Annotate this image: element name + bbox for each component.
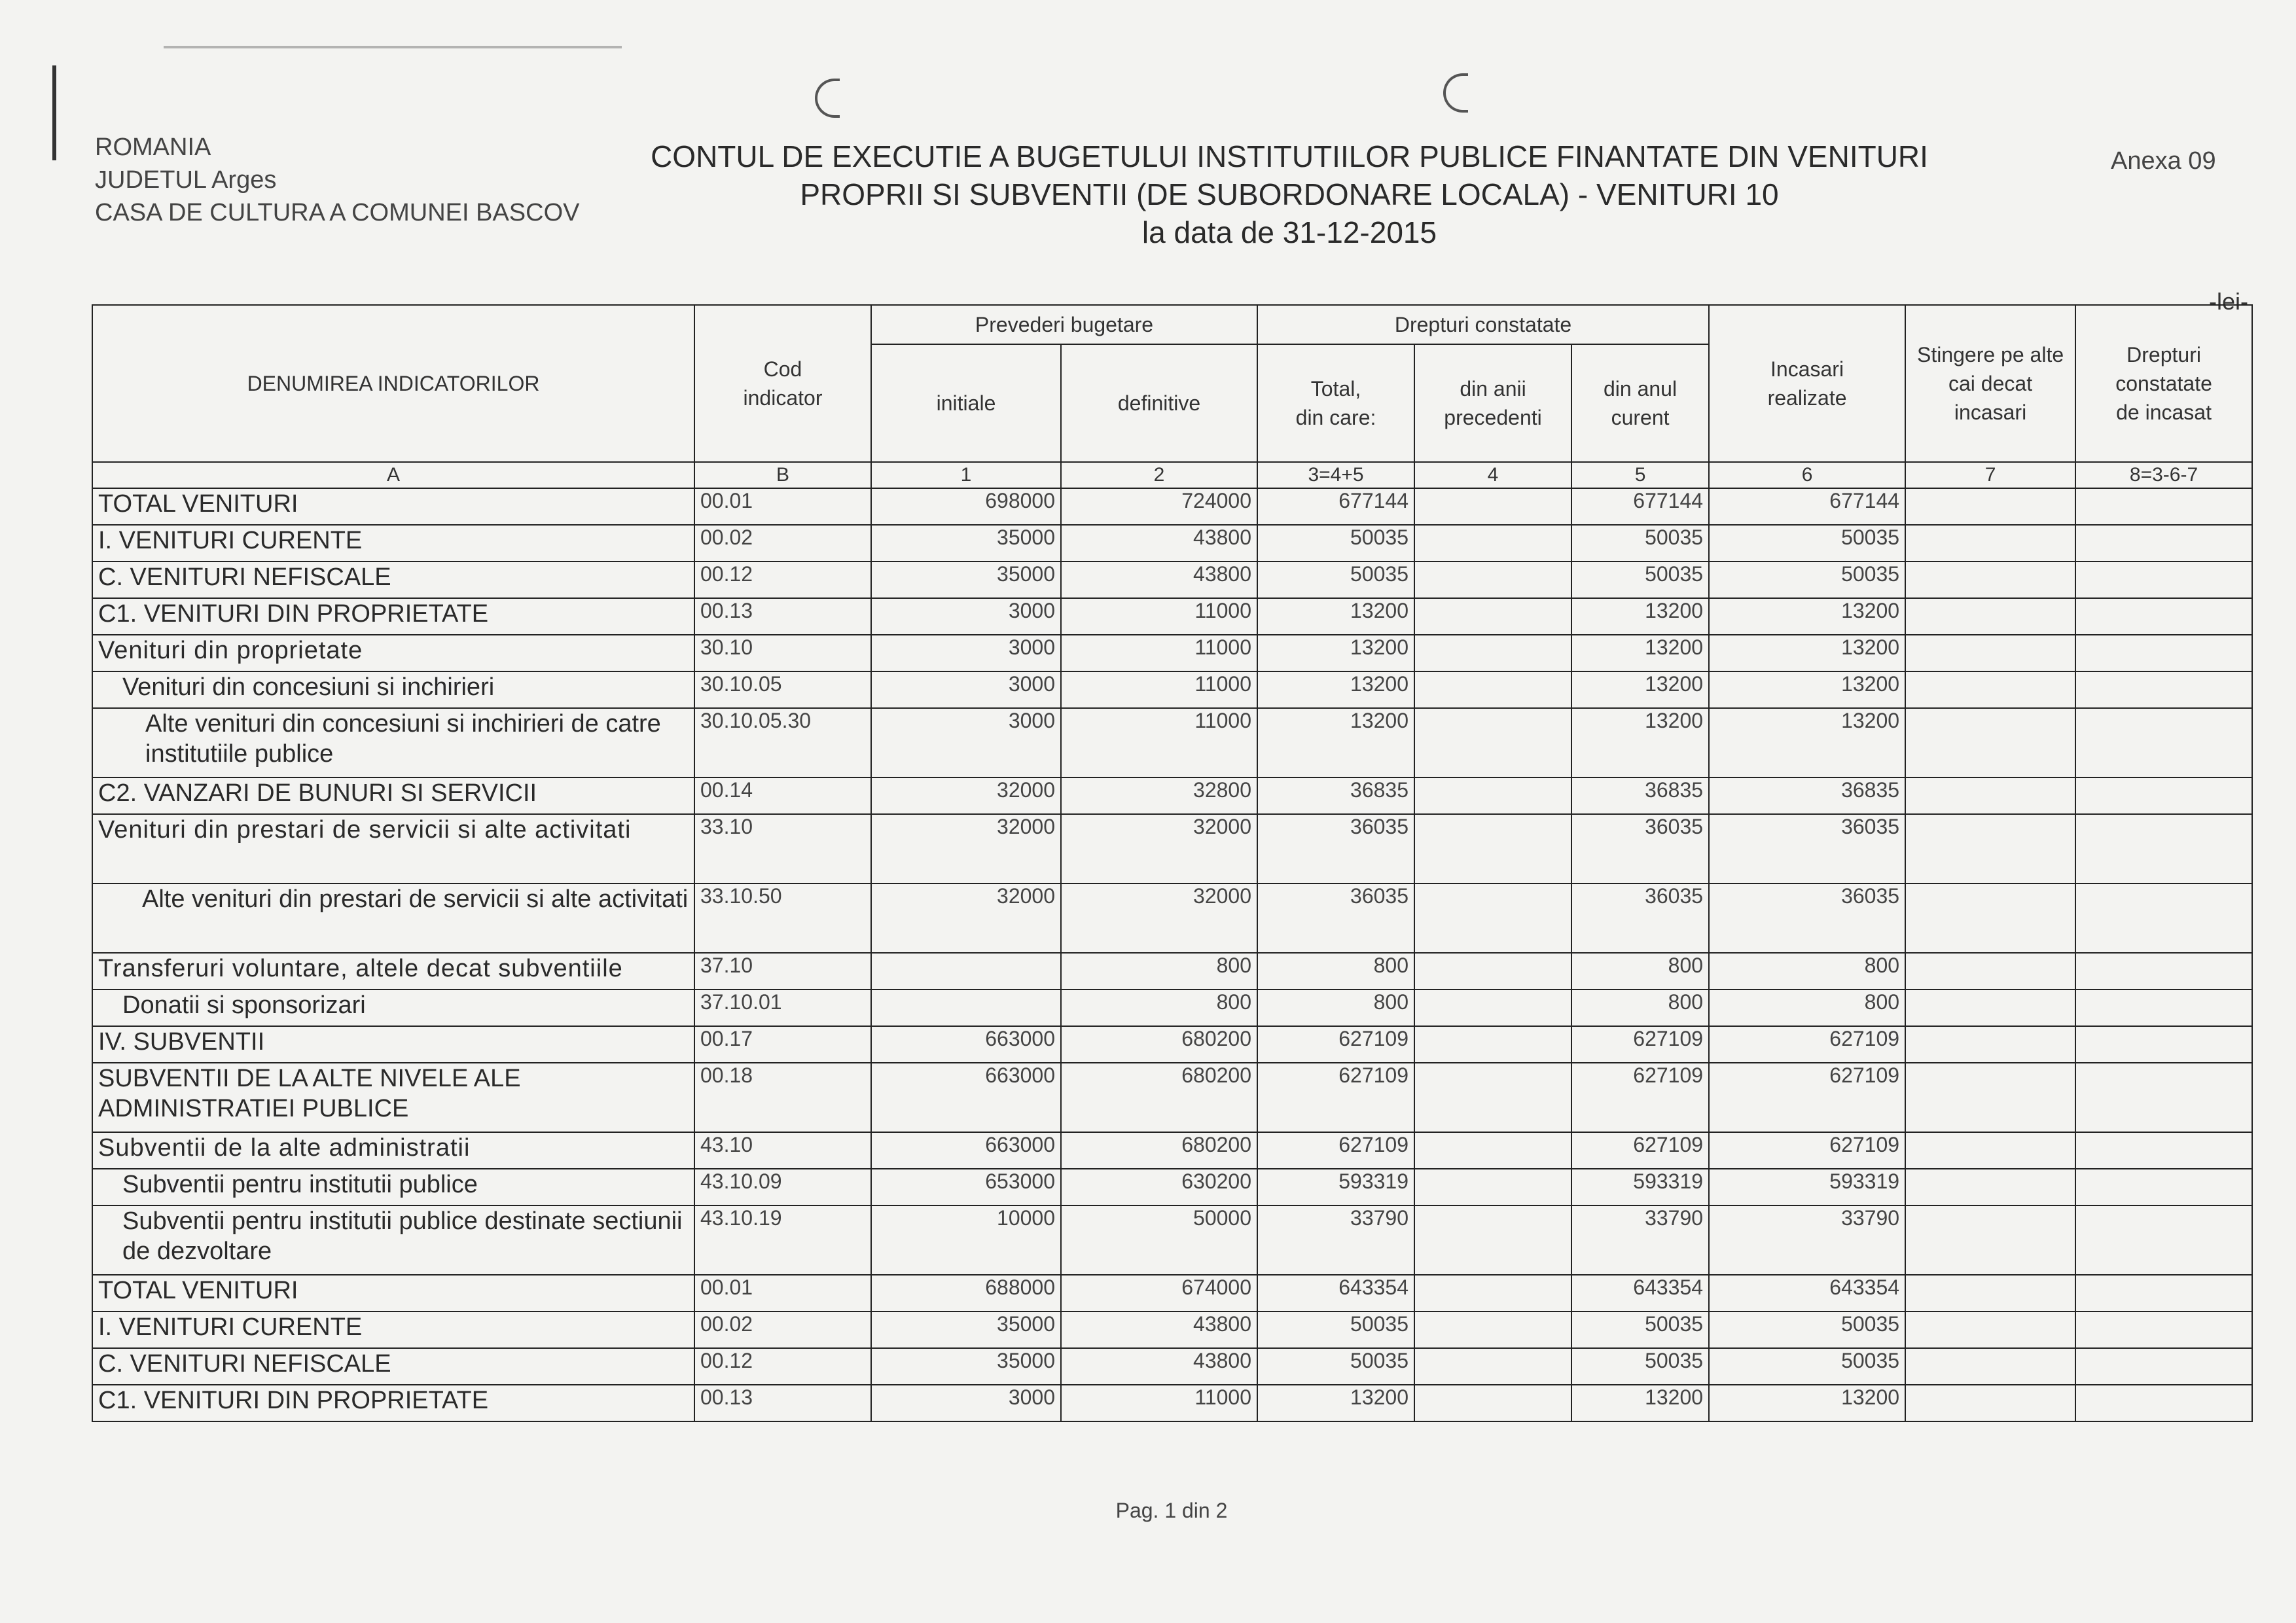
title-line-2: PROPRII SI SUBVENTII (DE SUBORDONARE LOCALA) - VENITURI 10 bbox=[800, 177, 1779, 211]
col-header-de-incasat: Drepturi constatate de incasat bbox=[2075, 305, 2252, 462]
cell-stingere bbox=[1905, 1275, 2075, 1311]
cell-total: 677144 bbox=[1257, 488, 1414, 525]
cell-anii bbox=[1414, 488, 1571, 525]
col-header-stingere: Stingere pe alte cai decat incasari bbox=[1905, 305, 2075, 462]
cell-stingere bbox=[1905, 488, 2075, 525]
cell-anul: 800 bbox=[1571, 953, 1709, 990]
cell-incasari: 643354 bbox=[1709, 1275, 1905, 1311]
cell-anul: 677144 bbox=[1571, 488, 1709, 525]
cell-incasari: 677144 bbox=[1709, 488, 1905, 525]
cell-de-incasat bbox=[2075, 814, 2252, 883]
cell-total: 36035 bbox=[1257, 814, 1414, 883]
cell-stingere bbox=[1905, 1063, 2075, 1132]
header-row-1 bbox=[92, 305, 2252, 344]
col-header-incasari: Incasari realizate bbox=[1709, 305, 1905, 462]
cell-stingere bbox=[1905, 525, 2075, 562]
cell-total: 800 bbox=[1257, 990, 1414, 1026]
cell-anul: 627109 bbox=[1571, 1026, 1709, 1063]
indicator-name: C. VENITURI NEFISCALE bbox=[92, 562, 694, 598]
cell-definitive: 724000 bbox=[1061, 488, 1257, 525]
cell-stingere bbox=[1905, 708, 2075, 777]
cell-stingere bbox=[1905, 562, 2075, 598]
cell-anul: 627109 bbox=[1571, 1063, 1709, 1132]
indicator-name: Venituri din concesiuni si inchirieri bbox=[92, 671, 694, 708]
indicator-code: 00.12 bbox=[694, 1348, 871, 1385]
cell-anul: 13200 bbox=[1571, 708, 1709, 777]
cell-initiale: 688000 bbox=[871, 1275, 1061, 1311]
col-index: 4 bbox=[1414, 462, 1571, 488]
table-row bbox=[92, 671, 2252, 708]
col-group-drepturi: Drepturi constatate bbox=[1257, 305, 1709, 344]
cell-de-incasat bbox=[2075, 1348, 2252, 1385]
cell-anii bbox=[1414, 814, 1571, 883]
cell-incasari: 627109 bbox=[1709, 1063, 1905, 1132]
cell-anii bbox=[1414, 1132, 1571, 1169]
currency-unit: -lei- bbox=[2209, 288, 2248, 315]
table-row bbox=[92, 1169, 2252, 1205]
annex-label: Anexa 09 bbox=[2111, 147, 2216, 175]
table-body bbox=[92, 488, 2252, 1421]
col-header-anul-curent: din anul curent bbox=[1571, 344, 1709, 462]
table-row bbox=[92, 1132, 2252, 1169]
cell-total: 13200 bbox=[1257, 1385, 1414, 1421]
cell-definitive: 43800 bbox=[1061, 1311, 1257, 1348]
cell-incasari: 13200 bbox=[1709, 598, 1905, 635]
cell-initiale: 663000 bbox=[871, 1026, 1061, 1063]
cell-definitive: 43800 bbox=[1061, 525, 1257, 562]
cell-anii bbox=[1414, 953, 1571, 990]
cell-definitive: 43800 bbox=[1061, 1348, 1257, 1385]
cell-total: 13200 bbox=[1257, 598, 1414, 635]
org-country: ROMANIA bbox=[95, 134, 211, 161]
indicator-code: 43.10 bbox=[694, 1132, 871, 1169]
cell-incasari: 36835 bbox=[1709, 777, 1905, 814]
cell-stingere bbox=[1905, 1169, 2075, 1205]
cell-definitive: 11000 bbox=[1061, 598, 1257, 635]
cell-de-incasat bbox=[2075, 1275, 2252, 1311]
col-index: 7 bbox=[1905, 462, 2075, 488]
cell-total: 13200 bbox=[1257, 635, 1414, 671]
cell-incasari: 50035 bbox=[1709, 1348, 1905, 1385]
cell-anul: 33790 bbox=[1571, 1205, 1709, 1275]
cell-de-incasat bbox=[2075, 1026, 2252, 1063]
indicator-code: 00.18 bbox=[694, 1063, 871, 1132]
table-row bbox=[92, 953, 2252, 990]
cell-de-incasat bbox=[2075, 635, 2252, 671]
cell-de-incasat bbox=[2075, 777, 2252, 814]
cell-de-incasat bbox=[2075, 1205, 2252, 1275]
table-row bbox=[92, 1275, 2252, 1311]
table-row bbox=[92, 777, 2252, 814]
org-county: JUDETUL Arges bbox=[95, 166, 277, 194]
col-header-anii-precedenti: din anii precedenti bbox=[1414, 344, 1571, 462]
cell-stingere bbox=[1905, 671, 2075, 708]
cell-anul: 13200 bbox=[1571, 1385, 1709, 1421]
col-index: 1 bbox=[871, 462, 1061, 488]
col-index: 3=4+5 bbox=[1257, 462, 1414, 488]
indicator-name: Venituri din prestari de servicii si alte activitati bbox=[92, 814, 694, 883]
cell-de-incasat bbox=[2075, 1311, 2252, 1348]
cell-anii bbox=[1414, 1169, 1571, 1205]
cell-anii bbox=[1414, 562, 1571, 598]
col-index: B bbox=[694, 462, 871, 488]
cell-anii bbox=[1414, 1275, 1571, 1311]
cell-initiale: 698000 bbox=[871, 488, 1061, 525]
cell-anul: 36035 bbox=[1571, 814, 1709, 883]
cell-incasari: 33790 bbox=[1709, 1205, 1905, 1275]
cell-stingere bbox=[1905, 598, 2075, 635]
cell-initiale: 3000 bbox=[871, 635, 1061, 671]
table-row bbox=[92, 1348, 2252, 1385]
indicator-code: 00.02 bbox=[694, 525, 871, 562]
cell-anii bbox=[1414, 598, 1571, 635]
cell-de-incasat bbox=[2075, 708, 2252, 777]
cell-total: 627109 bbox=[1257, 1132, 1414, 1169]
indicator-code: 37.10 bbox=[694, 953, 871, 990]
cell-initiale: 10000 bbox=[871, 1205, 1061, 1275]
cell-anii bbox=[1414, 671, 1571, 708]
cell-anul: 627109 bbox=[1571, 1132, 1709, 1169]
cell-initiale: 32000 bbox=[871, 883, 1061, 953]
cell-de-incasat bbox=[2075, 953, 2252, 990]
cell-initiale: 35000 bbox=[871, 562, 1061, 598]
cell-initiale: 3000 bbox=[871, 671, 1061, 708]
cell-initiale: 35000 bbox=[871, 1348, 1061, 1385]
col-index: 2 bbox=[1061, 462, 1257, 488]
cell-incasari: 36035 bbox=[1709, 883, 1905, 953]
cell-anii bbox=[1414, 1385, 1571, 1421]
document-title bbox=[537, 137, 2042, 251]
indicator-name: Subventii de la alte administratii bbox=[92, 1132, 694, 1169]
indicator-name: Transferuri voluntare, altele decat subventiile bbox=[92, 953, 694, 990]
cell-incasari: 593319 bbox=[1709, 1169, 1905, 1205]
cell-stingere bbox=[1905, 1348, 2075, 1385]
cell-stingere bbox=[1905, 953, 2075, 990]
cell-incasari: 50035 bbox=[1709, 1311, 1905, 1348]
cell-definitive: 680200 bbox=[1061, 1026, 1257, 1063]
indicator-name: C1. VENITURI DIN PROPRIETATE bbox=[92, 1385, 694, 1421]
cell-initiale: 35000 bbox=[871, 1311, 1061, 1348]
cell-definitive: 680200 bbox=[1061, 1132, 1257, 1169]
cell-de-incasat bbox=[2075, 1132, 2252, 1169]
cell-anii bbox=[1414, 1063, 1571, 1132]
cell-anul: 13200 bbox=[1571, 635, 1709, 671]
page-number: Pag. 1 din 2 bbox=[1115, 1499, 1228, 1522]
cell-anii bbox=[1414, 1026, 1571, 1063]
cell-definitive: 630200 bbox=[1061, 1169, 1257, 1205]
cell-total: 13200 bbox=[1257, 708, 1414, 777]
cell-stingere bbox=[1905, 1205, 2075, 1275]
table-row bbox=[92, 814, 2252, 883]
cell-total: 50035 bbox=[1257, 1348, 1414, 1385]
cell-definitive: 32000 bbox=[1061, 883, 1257, 953]
cell-definitive: 11000 bbox=[1061, 671, 1257, 708]
cell-definitive: 674000 bbox=[1061, 1275, 1257, 1311]
title-line-1: CONTUL DE EXECUTIE A BUGETULUI INSTITUTIILOR PUBLICE FINANTATE DIN VENITURI bbox=[651, 139, 1928, 173]
table-row bbox=[92, 525, 2252, 562]
cell-stingere bbox=[1905, 990, 2075, 1026]
col-index: A bbox=[92, 462, 694, 488]
cell-de-incasat bbox=[2075, 598, 2252, 635]
cell-stingere bbox=[1905, 1311, 2075, 1348]
cell-de-incasat bbox=[2075, 990, 2252, 1026]
indicator-code: 30.10 bbox=[694, 635, 871, 671]
organization-block bbox=[95, 131, 579, 229]
cell-definitive: 50000 bbox=[1061, 1205, 1257, 1275]
cell-de-incasat bbox=[2075, 1385, 2252, 1421]
cell-total: 643354 bbox=[1257, 1275, 1414, 1311]
cell-anul: 13200 bbox=[1571, 598, 1709, 635]
indicator-code: 00.02 bbox=[694, 1311, 871, 1348]
indicator-code: 00.13 bbox=[694, 1385, 871, 1421]
col-index: 8=3-6-7 bbox=[2075, 462, 2252, 488]
cell-total: 36035 bbox=[1257, 883, 1414, 953]
col-group-prevederi: Prevederi bugetare bbox=[871, 305, 1257, 344]
title-date: la data de 31-12-2015 bbox=[1141, 215, 1437, 249]
cell-anii bbox=[1414, 777, 1571, 814]
cell-stingere bbox=[1905, 1132, 2075, 1169]
col-header-code: Cod indicator bbox=[694, 305, 871, 462]
table-row bbox=[92, 1026, 2252, 1063]
col-header-definitive: definitive bbox=[1061, 344, 1257, 462]
cell-de-incasat bbox=[2075, 1169, 2252, 1205]
punch-hole-left bbox=[815, 79, 840, 118]
cell-total: 627109 bbox=[1257, 1063, 1414, 1132]
cell-incasari: 13200 bbox=[1709, 671, 1905, 708]
cell-stingere bbox=[1905, 777, 2075, 814]
table-row bbox=[92, 1205, 2252, 1275]
indicator-code: 33.10.50 bbox=[694, 883, 871, 953]
cell-anii bbox=[1414, 1205, 1571, 1275]
cell-total: 800 bbox=[1257, 953, 1414, 990]
cell-anii bbox=[1414, 635, 1571, 671]
cell-initiale bbox=[871, 990, 1061, 1026]
cell-anul: 800 bbox=[1571, 990, 1709, 1026]
cell-initiale: 663000 bbox=[871, 1063, 1061, 1132]
indicator-name: TOTAL VENITURI bbox=[92, 488, 694, 525]
cell-anul: 36035 bbox=[1571, 883, 1709, 953]
col-header-initiale: initiale bbox=[871, 344, 1061, 462]
cell-incasari: 13200 bbox=[1709, 708, 1905, 777]
cell-definitive: 11000 bbox=[1061, 635, 1257, 671]
cell-incasari: 13200 bbox=[1709, 635, 1905, 671]
cell-anii bbox=[1414, 883, 1571, 953]
indicator-name: Subventii pentru institutii publice bbox=[92, 1169, 694, 1205]
cell-definitive: 32800 bbox=[1061, 777, 1257, 814]
col-header-total: Total, din care: bbox=[1257, 344, 1414, 462]
col-index: 6 bbox=[1709, 462, 1905, 488]
indicator-name: Subventii pentru institutii publice destinate sectiunii de dezvoltare bbox=[92, 1205, 694, 1275]
cell-initiale: 32000 bbox=[871, 814, 1061, 883]
cell-initiale: 3000 bbox=[871, 598, 1061, 635]
cell-stingere bbox=[1905, 814, 2075, 883]
table-row bbox=[92, 635, 2252, 671]
table-row bbox=[92, 562, 2252, 598]
budget-execution-table bbox=[92, 304, 2253, 1422]
indicator-name: Donatii si sponsorizari bbox=[92, 990, 694, 1026]
cell-incasari: 36035 bbox=[1709, 814, 1905, 883]
indicator-code: 37.10.01 bbox=[694, 990, 871, 1026]
cell-total: 36835 bbox=[1257, 777, 1414, 814]
cell-definitive: 11000 bbox=[1061, 708, 1257, 777]
col-index: 5 bbox=[1571, 462, 1709, 488]
indicator-code: 30.10.05.30 bbox=[694, 708, 871, 777]
punch-hole-right bbox=[1443, 73, 1468, 113]
cell-anul: 593319 bbox=[1571, 1169, 1709, 1205]
indicator-name: C2. VANZARI DE BUNURI SI SERVICII bbox=[92, 777, 694, 814]
indicator-code: 00.12 bbox=[694, 562, 871, 598]
indicator-name: TOTAL VENITURI bbox=[92, 1275, 694, 1311]
cell-incasari: 50035 bbox=[1709, 525, 1905, 562]
cell-anul: 643354 bbox=[1571, 1275, 1709, 1311]
col-header-name: DENUMIREA INDICATORILOR bbox=[92, 305, 694, 462]
indicator-code: 00.14 bbox=[694, 777, 871, 814]
scan-artifact-line bbox=[164, 46, 622, 48]
cell-incasari: 50035 bbox=[1709, 562, 1905, 598]
indicator-code: 43.10.19 bbox=[694, 1205, 871, 1275]
cell-stingere bbox=[1905, 1026, 2075, 1063]
cell-total: 593319 bbox=[1257, 1169, 1414, 1205]
table-row bbox=[92, 1311, 2252, 1348]
indicator-code: 00.01 bbox=[694, 488, 871, 525]
cell-incasari: 800 bbox=[1709, 953, 1905, 990]
cell-definitive: 800 bbox=[1061, 990, 1257, 1026]
column-index-row bbox=[92, 462, 2252, 488]
cell-definitive: 800 bbox=[1061, 953, 1257, 990]
table-row bbox=[92, 1385, 2252, 1421]
cell-de-incasat bbox=[2075, 883, 2252, 953]
cell-definitive: 11000 bbox=[1061, 1385, 1257, 1421]
cell-anul: 50035 bbox=[1571, 1348, 1709, 1385]
cell-incasari: 627109 bbox=[1709, 1132, 1905, 1169]
cell-initiale: 663000 bbox=[871, 1132, 1061, 1169]
cell-stingere bbox=[1905, 635, 2075, 671]
cell-total: 33790 bbox=[1257, 1205, 1414, 1275]
indicator-name: I. VENITURI CURENTE bbox=[92, 1311, 694, 1348]
margin-mark bbox=[52, 65, 56, 160]
indicator-code: 00.17 bbox=[694, 1026, 871, 1063]
cell-initiale: 653000 bbox=[871, 1169, 1061, 1205]
cell-anii bbox=[1414, 525, 1571, 562]
indicator-code: 33.10 bbox=[694, 814, 871, 883]
cell-definitive: 32000 bbox=[1061, 814, 1257, 883]
table-row bbox=[92, 598, 2252, 635]
cell-initiale: 32000 bbox=[871, 777, 1061, 814]
cell-stingere bbox=[1905, 883, 2075, 953]
indicator-name: I. VENITURI CURENTE bbox=[92, 525, 694, 562]
indicator-code: 43.10.09 bbox=[694, 1169, 871, 1205]
cell-anul: 36835 bbox=[1571, 777, 1709, 814]
cell-initiale: 3000 bbox=[871, 1385, 1061, 1421]
indicator-code: 30.10.05 bbox=[694, 671, 871, 708]
indicator-name: Alte venituri din concesiuni si inchirieri de catre institutiile publice bbox=[92, 708, 694, 777]
cell-definitive: 680200 bbox=[1061, 1063, 1257, 1132]
table-row bbox=[92, 990, 2252, 1026]
cell-de-incasat bbox=[2075, 525, 2252, 562]
cell-anii bbox=[1414, 708, 1571, 777]
cell-total: 50035 bbox=[1257, 525, 1414, 562]
cell-anul: 50035 bbox=[1571, 525, 1709, 562]
cell-incasari: 13200 bbox=[1709, 1385, 1905, 1421]
cell-initiale: 35000 bbox=[871, 525, 1061, 562]
table-row bbox=[92, 883, 2252, 953]
cell-total: 50035 bbox=[1257, 1311, 1414, 1348]
cell-de-incasat bbox=[2075, 562, 2252, 598]
cell-incasari: 800 bbox=[1709, 990, 1905, 1026]
cell-anii bbox=[1414, 1311, 1571, 1348]
indicator-name: C. VENITURI NEFISCALE bbox=[92, 1348, 694, 1385]
cell-incasari: 627109 bbox=[1709, 1026, 1905, 1063]
cell-anii bbox=[1414, 1348, 1571, 1385]
indicator-code: 00.13 bbox=[694, 598, 871, 635]
cell-total: 627109 bbox=[1257, 1026, 1414, 1063]
cell-anul: 50035 bbox=[1571, 1311, 1709, 1348]
indicator-name: IV. SUBVENTII bbox=[92, 1026, 694, 1063]
cell-total: 13200 bbox=[1257, 671, 1414, 708]
indicator-name: Venituri din proprietate bbox=[92, 635, 694, 671]
indicator-name: C1. VENITURI DIN PROPRIETATE bbox=[92, 598, 694, 635]
cell-anul: 50035 bbox=[1571, 562, 1709, 598]
table-row bbox=[92, 488, 2252, 525]
indicator-code: 00.01 bbox=[694, 1275, 871, 1311]
cell-anii bbox=[1414, 990, 1571, 1026]
cell-de-incasat bbox=[2075, 671, 2252, 708]
cell-de-incasat bbox=[2075, 1063, 2252, 1132]
cell-initiale: 3000 bbox=[871, 708, 1061, 777]
cell-stingere bbox=[1905, 1385, 2075, 1421]
indicator-name: Alte venituri din prestari de servicii si alte activitati bbox=[92, 883, 694, 953]
indicator-name: SUBVENTII DE LA ALTE NIVELE ALE ADMINISTRATIEI PUBLICE bbox=[92, 1063, 694, 1132]
cell-de-incasat bbox=[2075, 488, 2252, 525]
cell-total: 50035 bbox=[1257, 562, 1414, 598]
cell-definitive: 43800 bbox=[1061, 562, 1257, 598]
table-row bbox=[92, 1063, 2252, 1132]
org-institution: CASA DE CULTURA A COMUNEI BASCOV bbox=[95, 199, 580, 226]
cell-anul: 13200 bbox=[1571, 671, 1709, 708]
cell-initiale bbox=[871, 953, 1061, 990]
table-row bbox=[92, 708, 2252, 777]
